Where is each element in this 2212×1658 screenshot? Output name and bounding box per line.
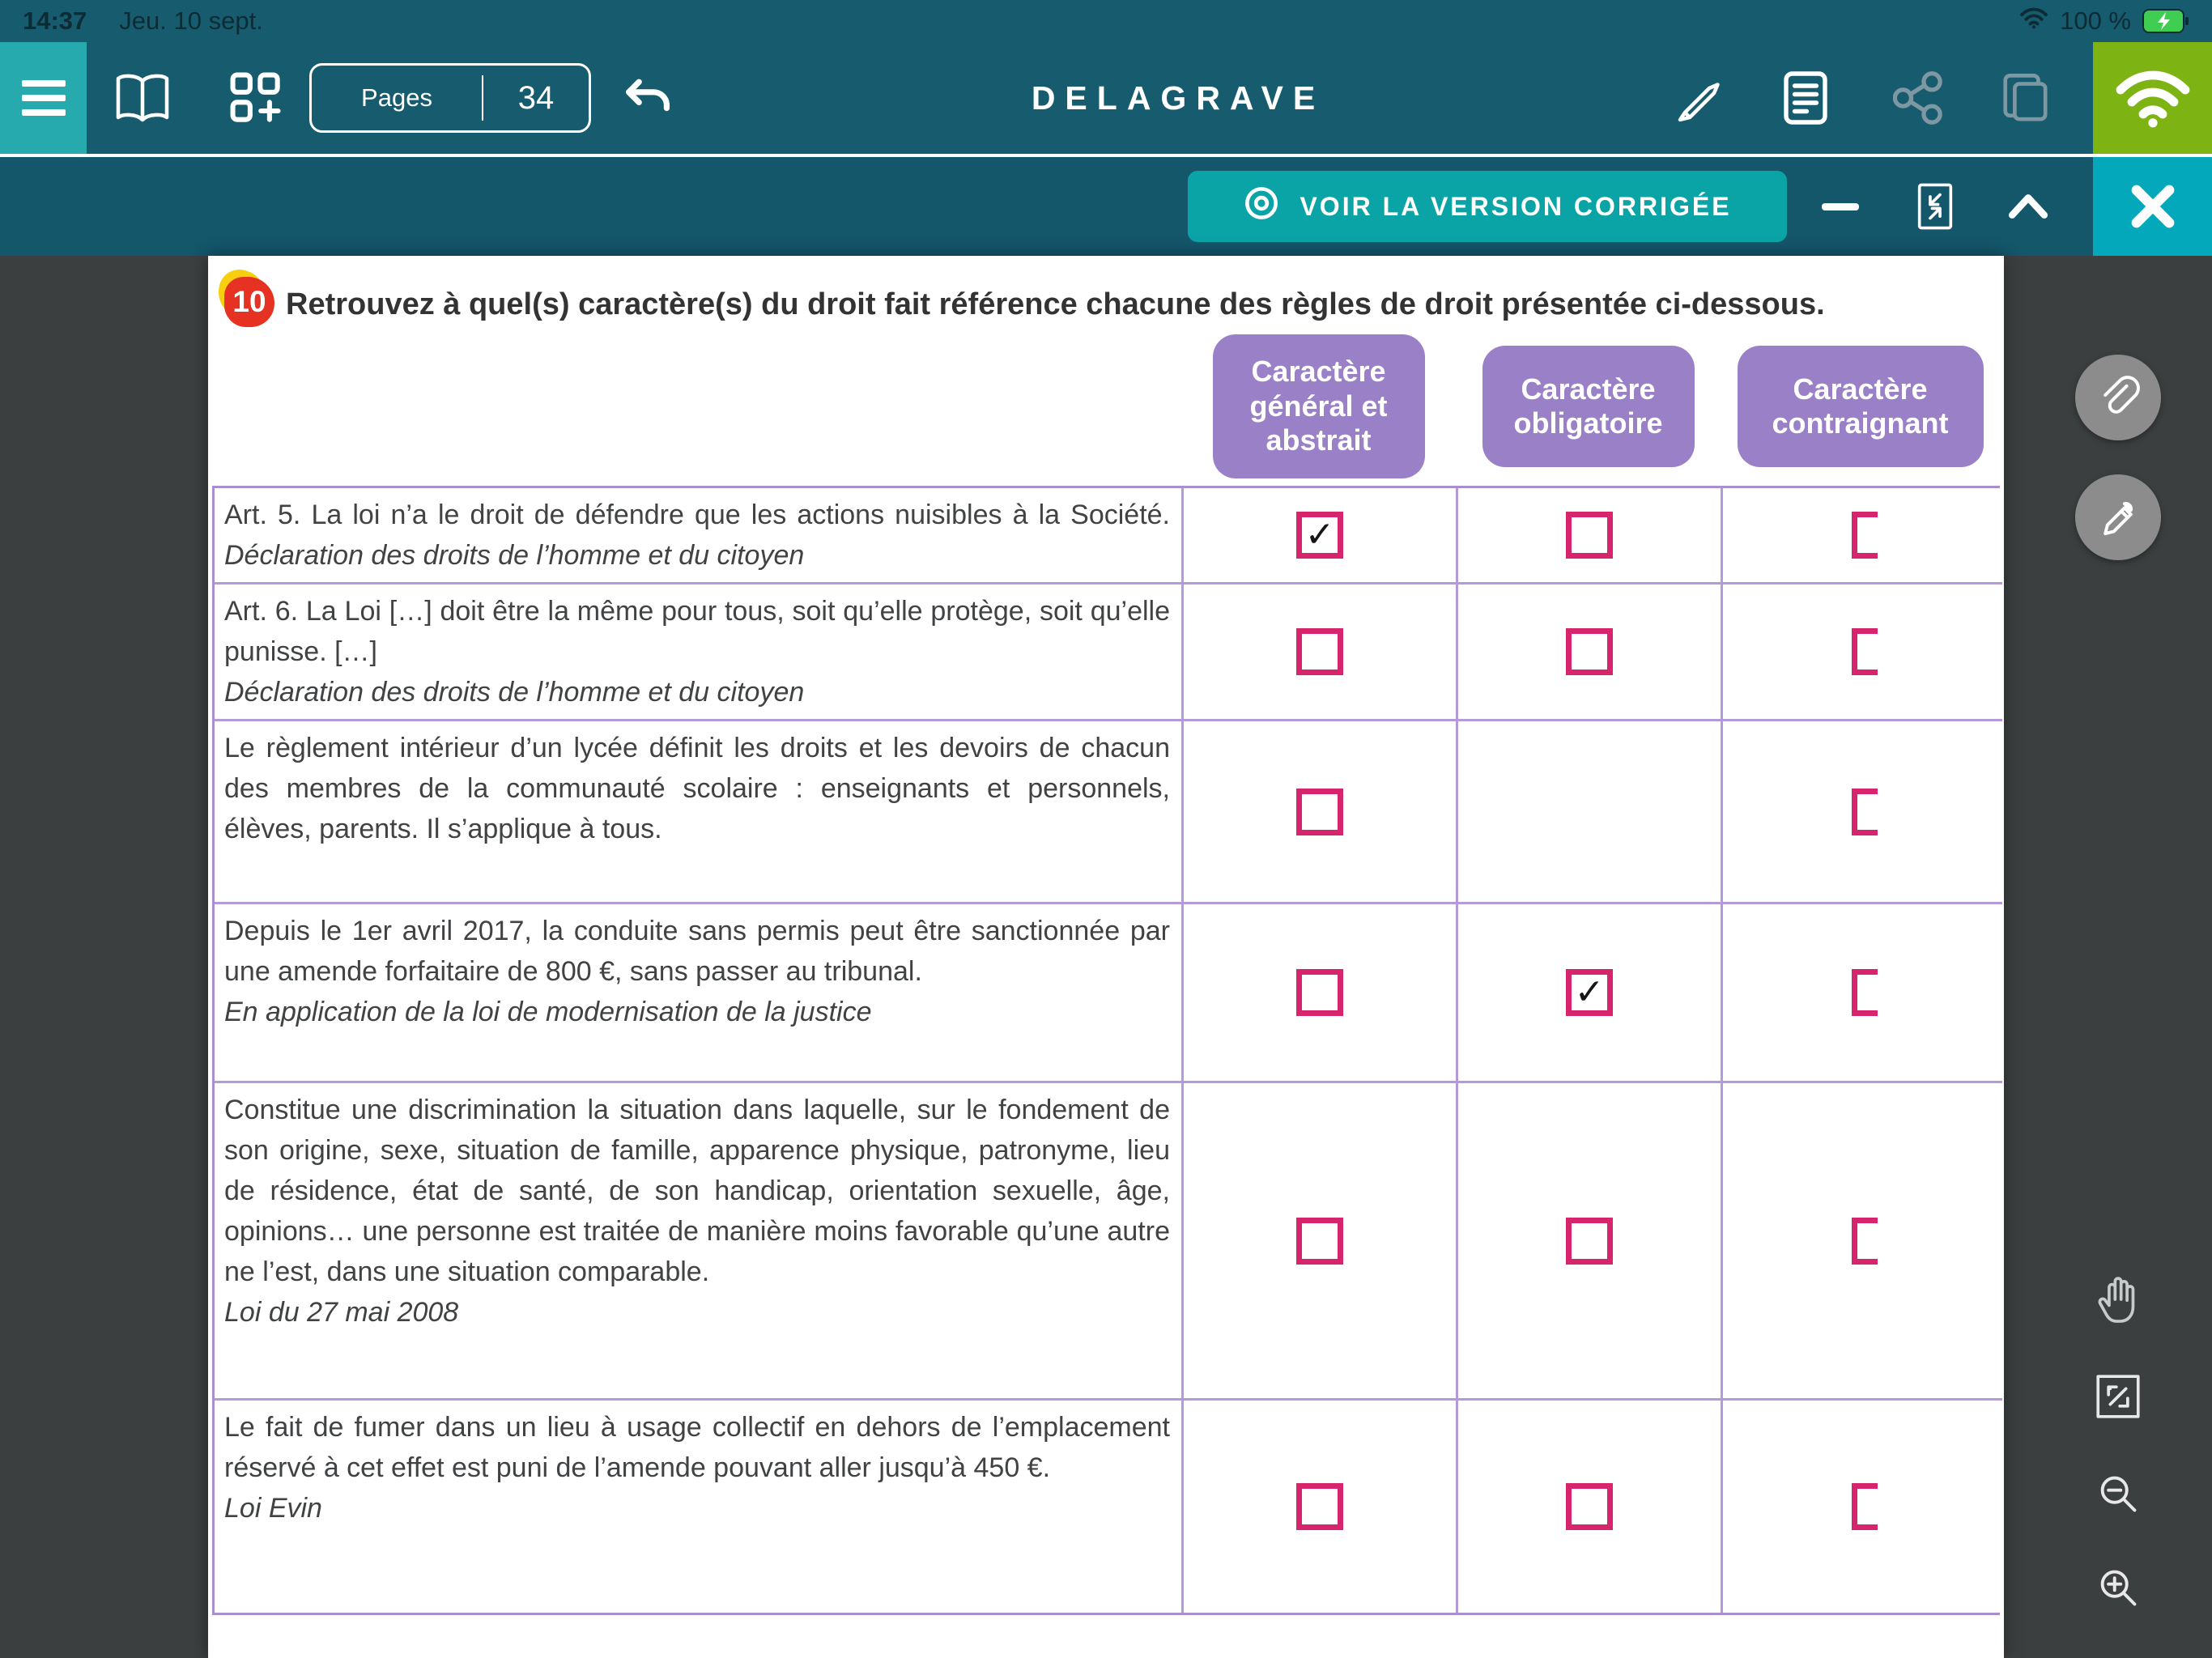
close-button[interactable] xyxy=(2093,157,2212,256)
checkbox-row4-contraignant[interactable] xyxy=(1723,904,2002,1083)
rule-statement: Art. 6. La Loi […] doit être la même pour tous, soit qu’elle protège, soit qu’elle punisse. […] Déclaration des droits de l’homme et du citoyen xyxy=(215,585,1184,721)
paperclip-icon xyxy=(2095,373,2142,423)
checkbox-row1-contraignant[interactable] xyxy=(1723,488,2002,585)
collapse-window-icon[interactable] xyxy=(1899,157,1972,256)
exercise-title: Retrouvez à quel(s) caractère(s) du droit fait référence chacune des règles de droit présentée ci-dessous. xyxy=(286,287,1825,321)
column-header-general-abstrait: Caractère général et abstrait xyxy=(1213,334,1425,478)
pencil-tool-icon[interactable] xyxy=(1661,42,1738,154)
checkbox-empty xyxy=(1566,1218,1613,1265)
checkbox-row6-contraignant[interactable] xyxy=(1723,1401,2002,1613)
page-number: 34 xyxy=(517,79,555,116)
rules-table xyxy=(212,486,2000,1615)
checkbox-empty xyxy=(1296,969,1343,1016)
checkbox-checked: ✓ xyxy=(1296,512,1343,559)
rule-source: Loi du 27 mai 2008 xyxy=(224,1297,459,1328)
checkbox-row4-obligatoire[interactable] xyxy=(1458,904,1723,1083)
share-icon[interactable] xyxy=(1879,42,1957,154)
textbook-page xyxy=(208,256,2004,1658)
exercise-header xyxy=(208,256,2004,327)
undo-icon[interactable] xyxy=(609,42,687,154)
date: Jeu. 10 sept. xyxy=(119,6,263,35)
wifi-status-icon xyxy=(2019,6,2048,36)
rule-source: Loi Evin xyxy=(224,1493,322,1524)
bracket-checkbox xyxy=(1852,1218,1874,1265)
content-area xyxy=(0,256,2212,1658)
zoom-out-icon[interactable] xyxy=(2088,1464,2148,1524)
pages-selector[interactable] xyxy=(309,63,591,133)
chevron-up-icon[interactable] xyxy=(1992,157,2065,256)
bracket-checkbox xyxy=(1852,628,1874,675)
checkbox-empty xyxy=(1566,512,1613,559)
zoom-in-icon[interactable] xyxy=(2088,1558,2148,1618)
checkbox-row5-general[interactable] xyxy=(1184,1083,1458,1401)
book-icon[interactable] xyxy=(104,42,181,154)
checkbox-empty xyxy=(1566,1483,1613,1530)
checkbox-row1-general[interactable] xyxy=(1184,488,1458,585)
checkbox-row3-contraignant[interactable] xyxy=(1723,721,2002,904)
checkbox-row4-general[interactable] xyxy=(1184,904,1458,1083)
rule-statement: Le règlement intérieur d’un lycée définit les droits et les devoirs de chacun des membres de la communauté scolaire : enseignants et personnels, élèves, parents. Il s’applique à tous. xyxy=(215,721,1184,904)
sync-wifi-button[interactable] xyxy=(2093,42,2212,154)
checkbox-empty xyxy=(1296,628,1343,675)
checkbox-row3-obligatoire[interactable] xyxy=(1458,721,1723,904)
checkbox-row3-general[interactable] xyxy=(1184,721,1458,904)
show-corrected-version-button[interactable] xyxy=(1188,171,1787,242)
minimize-icon[interactable] xyxy=(1804,157,1877,256)
table-header-row xyxy=(212,327,2000,486)
checkbox-row6-obligatoire[interactable] xyxy=(1458,1401,1723,1613)
attachment-button[interactable] xyxy=(2075,355,2161,440)
add-page-grid-icon[interactable] xyxy=(217,42,295,154)
checkbox-checked: ✓ xyxy=(1566,969,1613,1016)
checkbox-row5-obligatoire[interactable] xyxy=(1458,1083,1723,1401)
sub-toolbar xyxy=(0,157,2212,256)
checkbox-row6-general[interactable] xyxy=(1184,1401,1458,1613)
rule-statement: Le fait de fumer dans un lieu à usage collectif en dehors de l’emplacement réservé à cet effet est puni de l’amende pouvant aller jusqu’à 450 €. Loi Evin xyxy=(215,1401,1184,1613)
rule-statement: Art. 5. La loi n’a le droit de défendre que les actions nuisibles à la Société. Déclaration des droits de l’homme et du citoyen xyxy=(215,488,1184,585)
checkbox-row1-obligatoire[interactable] xyxy=(1458,488,1723,585)
eye-icon xyxy=(1243,185,1280,228)
checkbox-row2-general[interactable] xyxy=(1184,585,1458,721)
rule-statement: Constitue une discrimination la situation dans laquelle, sur le fondement de son origine, sexe, situation de famille, apparence physique, patronyme, lieu de résidence, état de santé, de son handicap, orientation sexuelle, âge, opinions… une personne est traitée de manière moins favorable qu’une autre ne l’est, dans une situation comparable. Loi du 27 mai 2008 xyxy=(215,1083,1184,1401)
menu-button[interactable] xyxy=(0,42,87,154)
battery-percent: 100 % xyxy=(2060,6,2131,35)
checkbox-empty xyxy=(1296,789,1343,835)
checkbox-row2-obligatoire[interactable] xyxy=(1458,585,1723,721)
column-header-obligatoire: Caractère obligatoire xyxy=(1482,346,1695,467)
bracket-checkbox xyxy=(1852,512,1874,559)
rule-source: Déclaration des droits de l’homme et du citoyen xyxy=(224,540,805,571)
bracket-checkbox xyxy=(1852,969,1874,1016)
bracket-checkbox xyxy=(1852,1483,1874,1530)
checkbox-row5-contraignant[interactable] xyxy=(1723,1083,2002,1401)
checkbox-empty xyxy=(1566,628,1613,675)
side-tools xyxy=(2004,256,2212,1658)
annotate-button[interactable] xyxy=(2075,474,2161,560)
exercise-number: 10 xyxy=(224,277,274,327)
clock: 14:37 xyxy=(23,6,87,35)
checkbox-row2-contraignant[interactable] xyxy=(1723,585,2002,721)
status-bar xyxy=(0,0,2212,42)
pencil-icon xyxy=(2095,493,2142,542)
checkbox-empty xyxy=(1296,1218,1343,1265)
checkbox-empty xyxy=(1296,1483,1343,1530)
app-brand: DELAGRAVE xyxy=(1031,79,1325,117)
column-header-contraignant: Caractère contraignant xyxy=(1738,346,1984,467)
notes-icon[interactable] xyxy=(1767,42,1844,154)
battery-icon xyxy=(2142,9,2189,33)
pan-hand-icon[interactable] xyxy=(2088,1269,2148,1329)
duplicate-pages-icon[interactable] xyxy=(1985,42,2063,154)
show-corrected-version-label: VOIR LA VERSION CORRIGÉE xyxy=(1300,191,1732,221)
main-toolbar xyxy=(0,42,2212,154)
rule-source: En application de la loi de modernisation de la justice xyxy=(224,997,872,1027)
bracket-checkbox xyxy=(1852,789,1874,835)
fullscreen-expand-icon[interactable] xyxy=(2088,1367,2148,1426)
exercise-number-badge xyxy=(224,277,274,327)
rule-source: Déclaration des droits de l’homme et du citoyen xyxy=(224,677,805,708)
rule-statement: Depuis le 1er avril 2017, la conduite sans permis peut être sanctionnée par une amende forfaitaire de 800 €, sans passer au tribunal. En application de la loi de modernisation de la justice xyxy=(215,904,1184,1083)
pages-label: Pages xyxy=(361,83,432,112)
